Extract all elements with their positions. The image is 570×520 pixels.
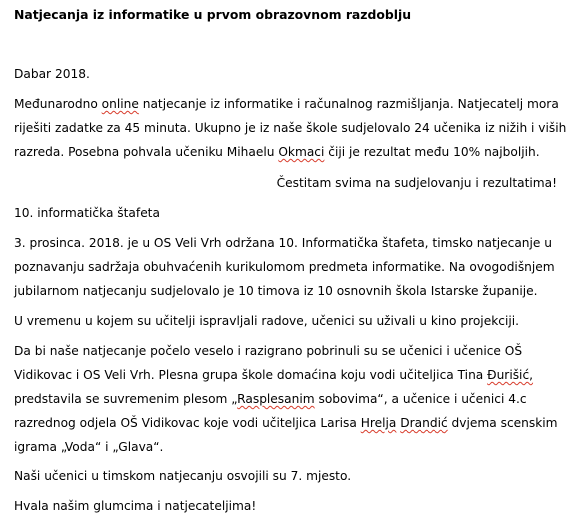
paragraph-line: 3. prosinca. 2018. je u OS Veli Vrh održana 10. Informatička štafeta, timsko natjecanje u <box>14 236 553 250</box>
paragraph-line <box>14 144 540 160</box>
congratulations-line: Čestitam svima na sudjelovanju i rezultatima! <box>276 176 557 190</box>
paragraph-line: poznavanju sadržaja obuhvaćenih kurikulomom predmeta informatike. Na ovogodišnjem <box>14 260 555 274</box>
spellcheck-word: online <box>101 97 139 111</box>
paragraph-line <box>14 415 558 431</box>
paragraph-line <box>14 96 559 112</box>
section-heading: 10. informatička štafeta <box>14 206 160 220</box>
paragraph-line: igrama „Voda“ i „Glava“. <box>14 440 164 454</box>
spellcheck-word: Hrelja <box>360 416 397 430</box>
document-title: Natjecanja iz informatike u prvom obrazovnom razdoblju <box>14 7 412 22</box>
text-run: čiji je rezultat među 10% najboljih. <box>324 145 540 159</box>
text-run: razrednog odjela OŠ Vidikovac koje vodi učiteljica Larisa <box>14 416 361 430</box>
paragraph-line: Hvala našim glumcima i natjecateljima! <box>14 499 257 513</box>
text-run: Međunarodno <box>14 97 102 111</box>
spellcheck-word: Okmaci <box>278 145 325 159</box>
paragraph-line: Da bi naše natjecanje počelo veselo i razigrano pobrinuli su se učenici i učenice OŠ <box>14 344 523 358</box>
text-run: razreda. Posebna pohvala učeniku Mihaelu <box>14 145 279 159</box>
text-run: dvjema scenskim <box>447 416 558 430</box>
spellcheck-word: Drandić <box>400 416 448 430</box>
paragraph-line <box>14 391 527 407</box>
paragraph-line: Naši učenici u timskom natjecanju osvojili su 7. mjesto. <box>14 469 352 483</box>
text-run: natjecanje iz informatike i računalnog razmišljanja. Natjecatelj mora <box>138 97 559 111</box>
paragraph-line: U vremenu u kojem su učitelji ispravljali radove, učenici su uživali u kino projekciji. <box>14 314 519 328</box>
text-run: sobovima“, a učenice i učenici 4.c <box>314 392 527 406</box>
text-run: Vidikovac i OS Veli Vrh. Plesna grupa škole domaćina koju vodi učiteljica Tina <box>14 368 488 382</box>
spellcheck-word: Rasplesanim <box>237 392 315 406</box>
spellcheck-word: Đurišić, <box>487 368 534 382</box>
paragraph-line: riješiti zadatke za 45 minuta. Ukupno je iz naše škole sudjelovalo 24 učenika iz nižih i viših <box>14 121 567 135</box>
text-run: predstavila se suvremenim plesom „ <box>14 392 238 406</box>
section-date: Dabar 2018. <box>14 67 90 81</box>
paragraph-line: jubilarnom natjecanju sudjelovalo je 10 timova iz 10 osnovnih škola Istarske županije. <box>14 284 538 298</box>
paragraph-line <box>14 367 533 383</box>
